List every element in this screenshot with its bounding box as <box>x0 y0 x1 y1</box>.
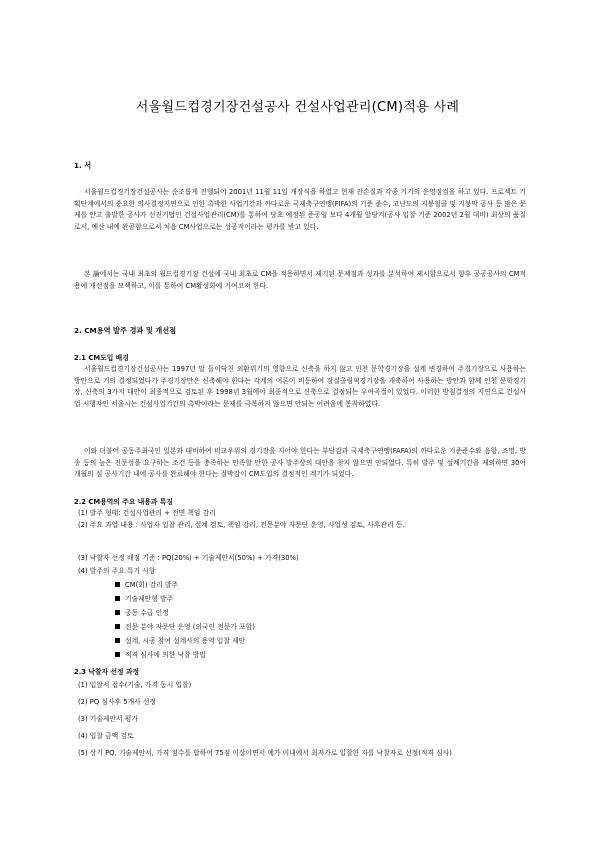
section-2-1-paragraph-2: 이와 더불어 공동주최국인 일본과 대비하여 비교우위의 경기장을 지어야 한다는 부담감과 국제축구연맹(FAFA)의 까다로운 기준준수와 음향, 조명, 방송 등의 높은 전문성을 요구하는 조건 등을 충족하는 만족할 만한 공사 발주상의 대안을 찾지 않으면 안되었다. 특히 발주 및 설계기간을 제외하면 30여 개월의 실 공사기간 내에 공사를 완료해야 한다는 절박감이 CM도입의 결정적인 계기가 되었다. <box>74 447 526 479</box>
list-item: (1) 발주 형태: 건설사업관리 + 전면 책임 감리 <box>78 509 216 517</box>
square-bullet-icon <box>115 638 120 643</box>
list-item: (3) 기술제안서 평가 <box>78 715 138 723</box>
section-1-heading: 1. 서 <box>74 161 92 170</box>
section-2-1-heading: 2.1 CM도입 배경 <box>74 354 129 362</box>
bullet-text: 공동 수급 인정 <box>125 609 169 617</box>
list-item: (3) 낙찰자 선정 배점 기준 : PQ(20%) + 기술제안서(50%) + 가격(30%) <box>78 554 299 562</box>
bullet-item <box>104 608 169 620</box>
section-2-heading: 2. CM용역 발주 경과 및 개선점 <box>74 326 177 335</box>
bullet-text: 설계, 시공 참여 설계사의 용역 입찰 제안 <box>125 637 246 645</box>
square-bullet-icon <box>115 596 120 601</box>
bullet-text: 기술제안형 발주 <box>125 595 174 603</box>
section-1-paragraph-1: 서울월드컵경기장건설공사는 순조롭게 진행되어 2001년 11월 11일 개장식을 하였고 현재 잔손질과 각종 기기의 운영점검을 하고 있다. 프로젝트 기획단계에서의 중요한 의사결정지연으로 인한 촉박한 사업기간과 까다로운 국제축구연맹(FIFA)의 기준 준수, 고난도의 지붕철골 및 지붕막 공사 등 많은 문제를 안고 출발한 공사가 선진기법인 건설사업관리(CM)를 통하여 당초 예정된 준공일 보다 4개월 앞당겨(공사 입찰 기준 2002년 2월 대비) 최상의 품질로서, 예산 내에 완공함으로서 처음 CM사업으로는 성공적이라는 평가를 받고 있다. <box>74 188 526 231</box>
bullet-text: CM(회) 감리 발주 <box>125 581 179 589</box>
list-item: (4) 발주의 주요 특기 사항 <box>78 567 156 575</box>
square-bullet-icon <box>115 624 120 629</box>
list-item: (2) PQ 심사후 5개사 선정 <box>78 698 157 706</box>
section-1-paragraph-2: 본 論에서는 국내 최초의 월드컵경기장 건설에 국내 최초로 CM을 적용하면서 제기된 문제점과 성과를 분석하여 제시함으로서 향후 공공공사의 CM적용에 개선점을 모색하고, 이를 통하여 CM활성화에 기여코져 한다. <box>74 270 526 290</box>
section-2-3-heading: 2.3 낙찰자 선정 과정 <box>74 668 140 676</box>
bullet-item <box>104 580 178 592</box>
square-bullet-icon <box>115 610 120 615</box>
list-item: (5) 상기 PQ, 기술제안서, 가격 점수를 합하여 75점 이상이면서 예가 이내에서 최저가로 입찰한 자를 낙찰자로 선정(적격 심사) <box>78 749 452 757</box>
list-item: (4) 입찰 금액 검토 <box>78 732 134 740</box>
bullet-item <box>104 650 206 662</box>
bullet-item <box>104 594 173 606</box>
square-bullet-icon <box>115 652 120 657</box>
bullet-text: 적격 심사에 의한 낙찰 방법 <box>125 651 206 659</box>
bullet-item <box>104 622 255 634</box>
document-title: 서울월드컵경기장건설공사 건설사업관리(CM)적용 사례 <box>135 100 460 115</box>
list-item: (1) 입찰서 접수(기술, 가격 동시 입찰) <box>78 681 192 689</box>
list-item: (2) 주요 과업 내용 : 사업자 입찰 관리, 설계 검토, 책임 감리, 전문분야 자문단 운영, 사업성 검토, 사후관리 등. <box>78 521 405 529</box>
section-2-1-paragraph-1: 서울월드컵경기장건설공사는 1997년 말 들이닥친 외환위기의 영향으로 신축을 하지 않고 인천 문학경기장을 설계 변경하여 주경기장으로 사용하는 방안으로 거의 결정되었다가 주경기장만은 신축해야 한다는 각계의 여론이 비등하여 잠실올림픽경기장을 개축하여 사용하는 방안과 함께 인천 문학경기장, 신축의 3가지 대안이 최종적으로 검토된 후 1998년 3월에야 최종적으로 신축으로 결정되는 우여곡절이 있었다. 이러한 방침결정의 지연으로 건설사업 시행자인 서울시는 건설사업기간의 촉박이라는 문제를 극복하지 않으면 안되는 어려움에 봉착하였다. <box>74 365 526 408</box>
bullet-item <box>104 636 245 648</box>
square-bullet-icon <box>115 582 120 587</box>
section-2-2-heading: 2.2 CM용역의 주요 내용과 특징 <box>74 498 173 506</box>
bullet-text: 전문 분야 자문단 운영 (외국인 전문가 포함) <box>125 623 255 631</box>
